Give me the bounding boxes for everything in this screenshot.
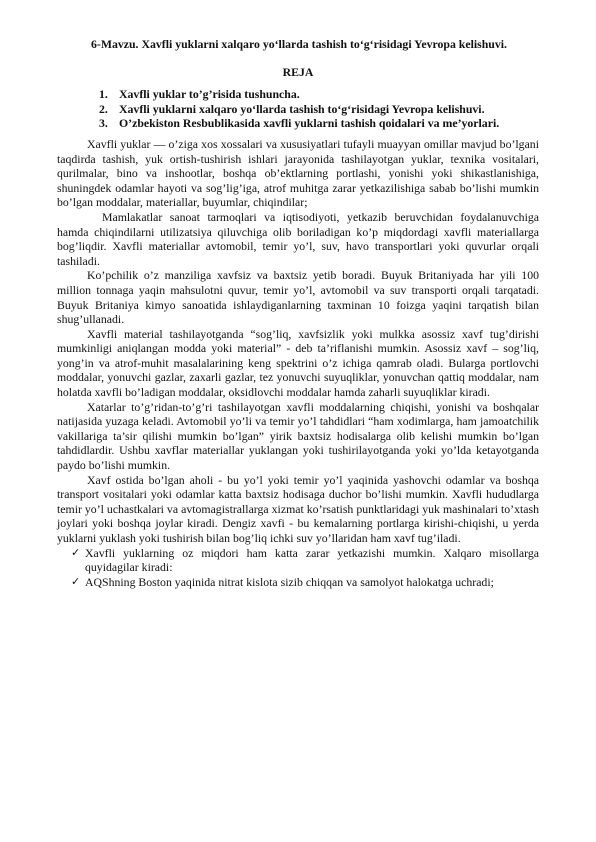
bullet-text: AQShning Boston yaqinida nitrat kislota sizib chiqqan va samolyot halokatga uchradi; [85, 574, 494, 589]
checkmark-icon: ✓ [71, 545, 81, 559]
paragraph: Xavf ostida bo’lgan aholi - bu yo’l yoki temir yo’l yaqinida yashovchi odamlar va boshqa transport vositalari yoki odamlar katta baxtsiz hodisaga duchor bo’lishi mumkin. Xavfli hududlarga temir yo’l uchastkalari va avtomagistrallarga xizmat ko’rsatish punktlaridagi yuk mashinalari to’xtash joylari yoki boshqa joylar kiradi. Dengiz xavfi - bu kemalarning portlarga kirishi-chiqishi, u yerda yuklarni yuklash yoki tushirish bilan bog’liq ichki suv yo’llaridan ham xavf tug’iladi. [57, 472, 539, 545]
plan-item [57, 102, 539, 117]
plan-item-text: Xavfli yuklar to’g’risida tushuncha. [119, 87, 300, 102]
plan-item-number: 1. [99, 87, 108, 102]
page-title: 6-Mavzu. Xavfli yuklarni xalqaro yo‘llarda tashish to‘g‘risidagi Yevropa kelishuvi. [91, 37, 507, 51]
bullet-item [57, 546, 539, 575]
paragraph: Xavfli yuklar — o’ziga xos xossalari va xususiyatlari tufayli muayyan omillar mavjud bo’lgani taqdirda tashish, yuk ortish-tushirish ishlari jarayonida tashilayotgan yuklar, texnika vositalari, qurilmalar, bino va inshootlar, boshqa ob’ektlarning portlashi, yonishi yoki shikastlanishiga, shuningdek odamlar hayoti va sog’lig’iga, atrof muhitga zarar yetkazilishiga sabab bo’lishi mumkin bo’lgan moddalar, materiallar, buyumlar, chiqindilar; [57, 136, 539, 210]
paragraph: Xavfli material tashilayotganda “sog’liq, xavfsizlik yoki mulkka asossiz xavf tug’dirishi mumkinligi aniqlangan modda yoki material” - deb ta’riflanishi mumkin. Asossiz xavf – sog’liq, yong’in va atrof-muhit masalalarining keng spektrini o’z ichiga qamrab oladi. Bularga portlovchi moddalar, yonuvchi gazlar, zaxarli gazlar, tez yonuvchi suyuqliklar, yonuvchan qattiq moddalar, nam holatda xavfli bo’ladigan moddalar, oksidlovchi moddalar hamda zaharli suyuqliklar kiradi. [57, 326, 539, 400]
plan-heading: REJA [282, 64, 314, 79]
paragraph: Mamlakatlar sanoat tarmoqlari va iqtisodiyoti, yetkazib beruvchidan foydalanuvchiga hamda chiqindilarni utilizatsiya qiluvchiga olib boriladigan ko’p miqdordagi xavfli materiallarga bog’liqdir. Xavfli materiallar avtomobil, temir yo’l, suv, havo transportlari yoki quvurlar orqali tashiladi. [57, 209, 539, 268]
plan-item-text: Xavfli yuklarni xalqaro yo‘llarda tashish to‘g‘risidagi Yevropa kelishuvi. [119, 101, 485, 116]
paragraph: Ko’pchilik o’z manziliga xavfsiz va baxtsiz yetib boradi. Buyuk Britaniyada har yili 100 million tonnaga yaqin mahsulotni quvur, temir yo’l, avtomobil va suv transporti orqali tarqatadi. Buyuk Britaniya kimyo sanoatida ishlaydiganlarning taxminan 10 foizga yaqini tarqatish bilan shug’ullanadi. [57, 268, 539, 327]
plan-item [57, 87, 539, 102]
plan-item-text: O’zbekiston Resbublikasida xavfli yuklarni tashish qoidalari va me’yorlari. [119, 116, 500, 131]
page-content [57, 37, 539, 589]
plan-list [57, 87, 539, 131]
bullet-list [57, 546, 539, 590]
plan-item [57, 116, 539, 131]
bullet-item [57, 575, 539, 590]
bullet-text: Xavfli yuklarning oz miqdori ham katta zarar yetkazishi mumkin. Xalqaro misollarga quyidagilar kiradi: [85, 545, 539, 575]
checkmark-icon: ✓ [71, 574, 81, 588]
plan-item-number: 3. [99, 116, 108, 131]
plan-item-number: 2. [99, 101, 108, 116]
paragraph: Xatarlar to’g’ridan-to’g’ri tashilayotgan xavfli moddalarning chiqishi, yonishi va boshqalar natijasida yuzaga keladi. Avtomobil yo’li va temir yo’l tahdidlari “ham xodimlarga, ham jamoatchilik vakillariga ta’sir qilishi mumkin bo’lgan” yirik baxtsiz hodisalarga olib kelishi mumkin bo’lgan tahdidlardir. Ushbu xavflar materiallar yuklangan yoki tushirilayotganda yoki yo’lda ketayotganda paydo bo’lishi mumkin. [57, 399, 539, 473]
